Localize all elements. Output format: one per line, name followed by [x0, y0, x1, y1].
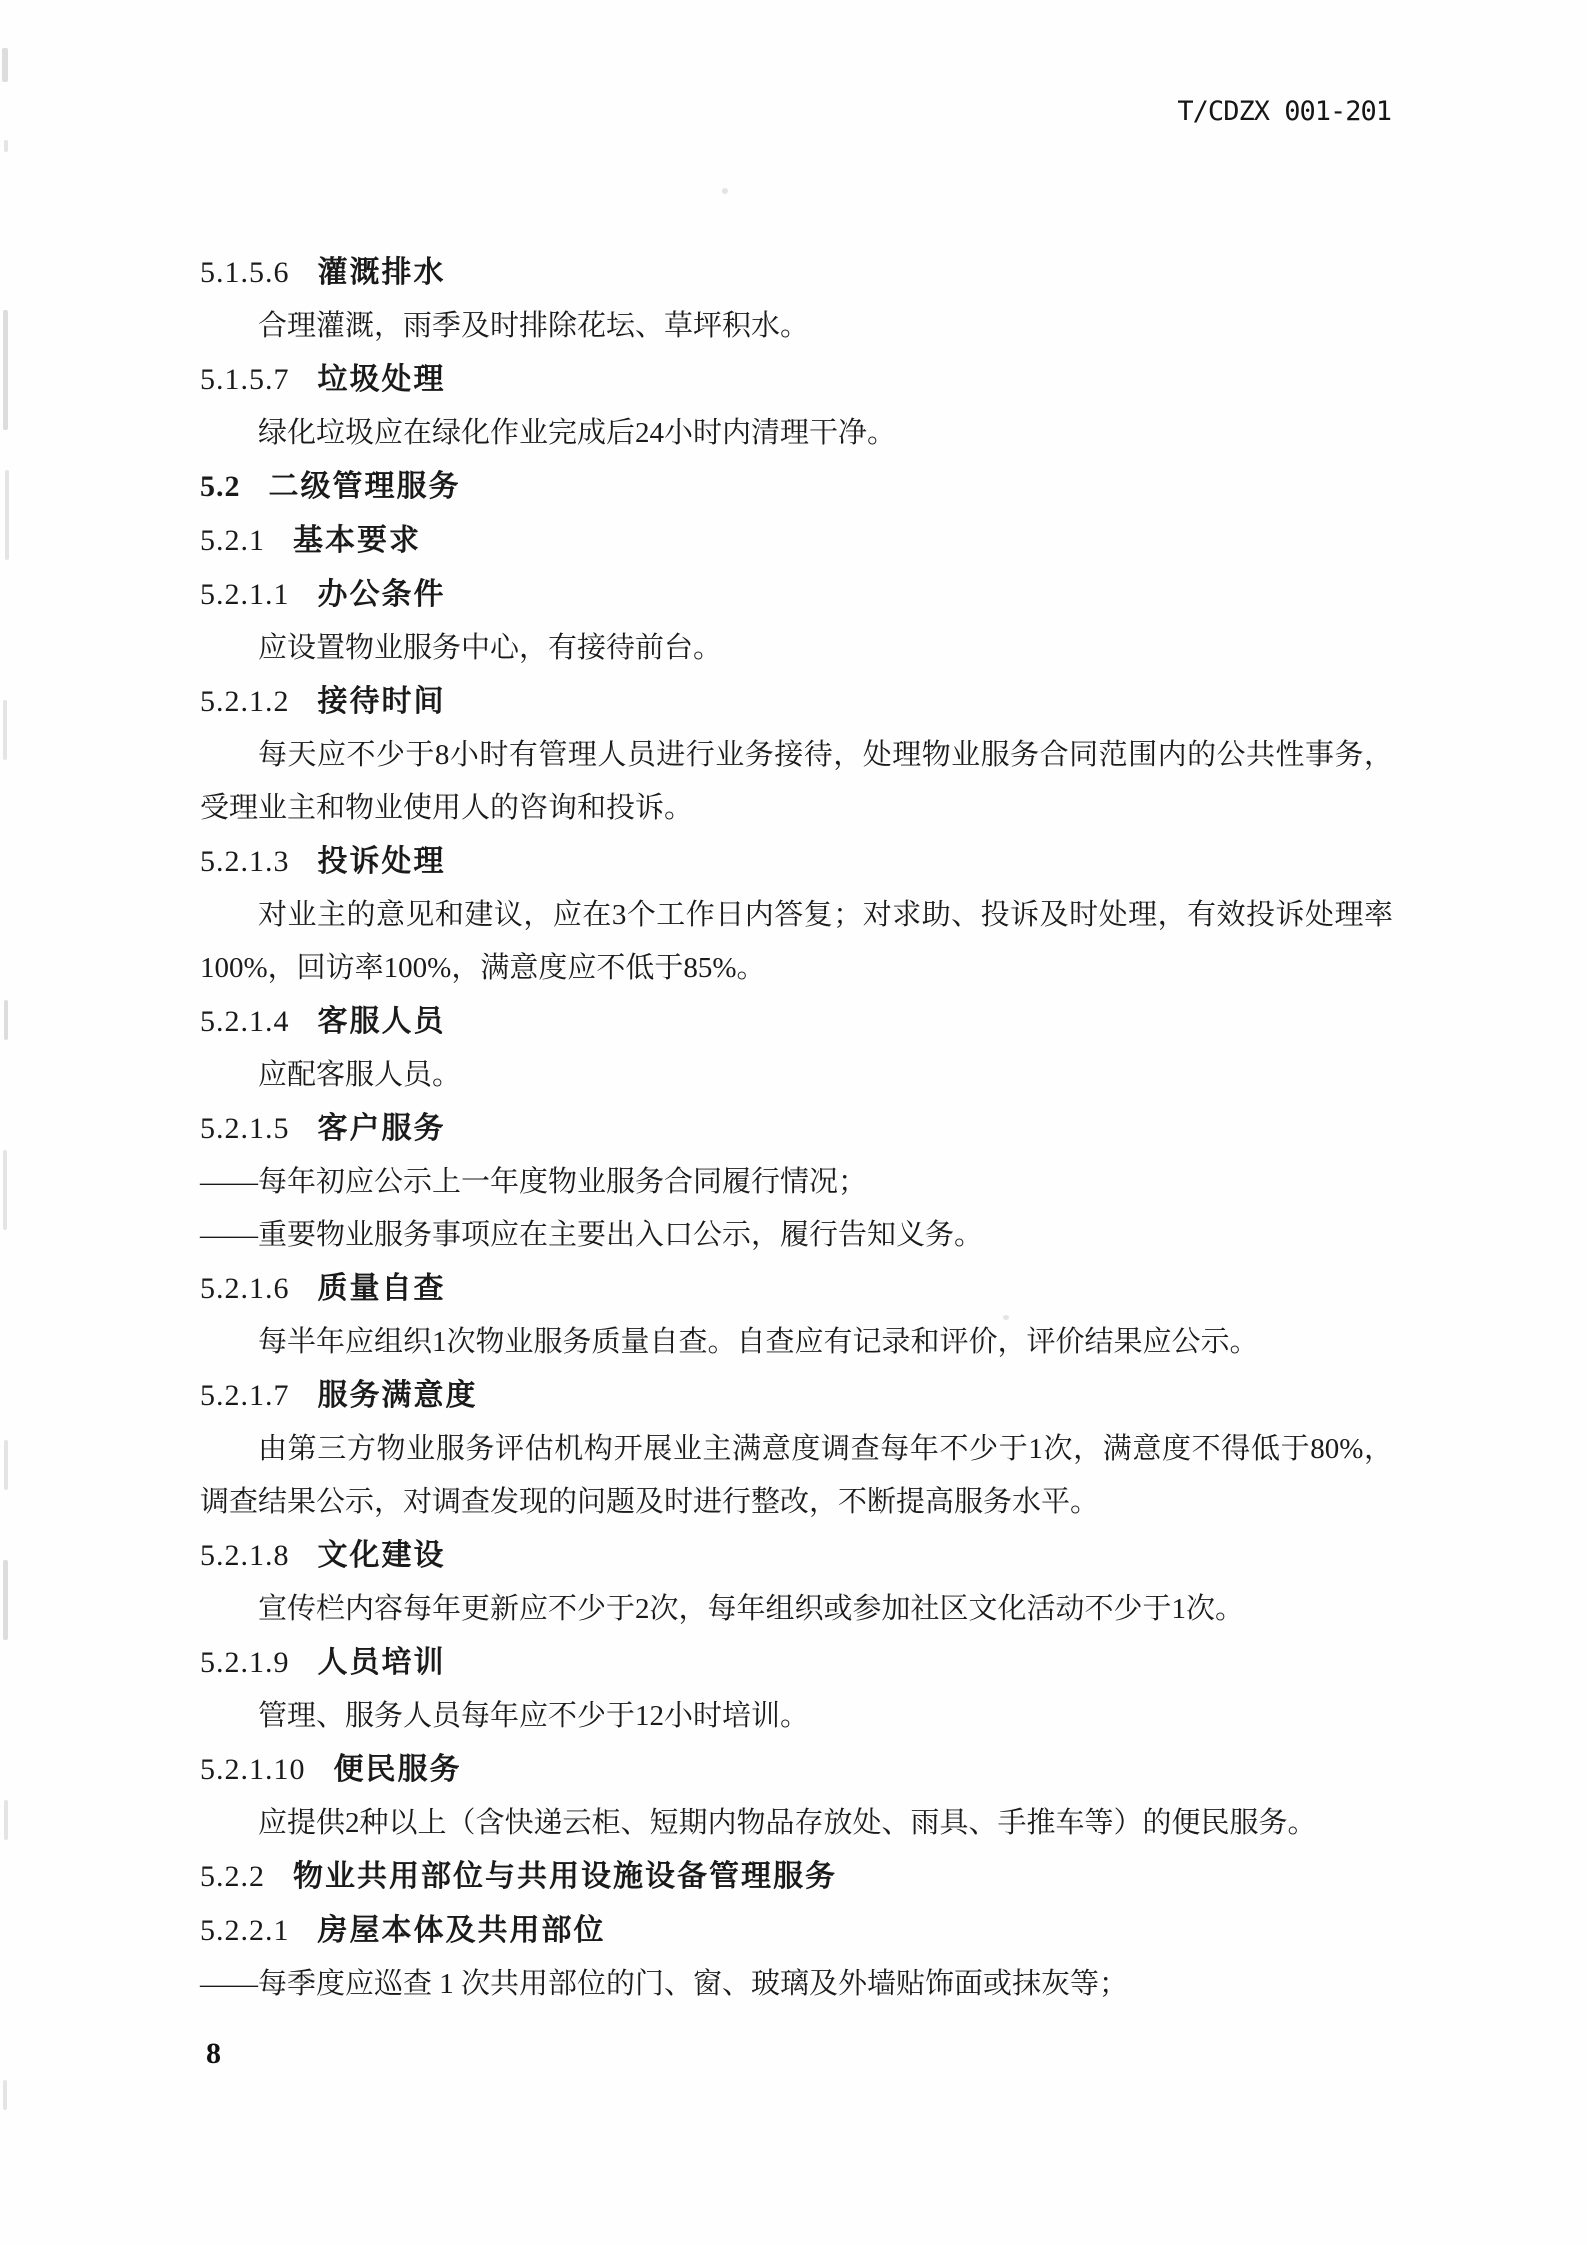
clause-number: 5.2.2 [200, 1860, 265, 1893]
clause-title: 二级管理服务 [268, 470, 461, 503]
clause-heading [200, 1904, 1393, 1958]
body-paragraph: 每天应不少于8小时有管理人员进行业务接待，处理物业服务合同范围内的公共性事务，受理业主和物业使用人的咨询和投诉。 [200, 739, 1393, 824]
page-number: 8 [206, 2037, 221, 2070]
clause-title: 垃圾处理 [317, 363, 446, 396]
scan-artifact [4, 1800, 8, 1840]
dash-list-item: ——每季度应巡查 1 次共用部位的门、窗、玻璃及外墙贴饰面或抹灰等； [200, 1968, 1129, 2000]
scan-artifact [3, 700, 7, 760]
clause-title: 办公条件 [317, 578, 446, 611]
clause-number: 5.2.1.7 [200, 1379, 290, 1412]
body-paragraph: 应设置物业服务中心，有接待前台。 [258, 632, 723, 664]
document-body [200, 246, 1393, 2011]
clause-title: 灌溉排水 [317, 256, 446, 289]
clause-heading [200, 1529, 1393, 1583]
dash-list-item: ——每年初应公示上一年度物业服务合同履行情况； [200, 1166, 868, 1198]
scan-artifact [4, 140, 8, 152]
clause-number: 5.2.1.3 [200, 845, 290, 878]
clause-title: 质量自查 [317, 1272, 446, 1305]
clause-heading [200, 995, 1393, 1049]
clause-heading [200, 1850, 1393, 1904]
clause-title: 文化建设 [317, 1539, 446, 1572]
clause-number: 5.1.5.6 [200, 256, 290, 289]
scan-artifact [4, 1440, 8, 1490]
clause-number: 5.2.1.6 [200, 1272, 290, 1305]
clause-title: 投诉处理 [317, 845, 446, 878]
clause-title: 物业共用部位与共用设施设备管理服务 [293, 1860, 837, 1893]
clause-heading [200, 460, 1393, 514]
body-paragraph: 对业主的意见和建议，应在3个工作日内答复；对求助、投诉及时处理，有效投诉处理率100%，回访率100%，满意度应不低于85%。 [200, 899, 1393, 984]
body-paragraph: 应配客服人员。 [258, 1059, 462, 1091]
scan-artifact [3, 2080, 7, 2110]
clause-heading [200, 1743, 1393, 1797]
body-paragraph: 宣传栏内容每年更新应不少于2次，每年组织或参加社区文化活动不少于1次。 [258, 1593, 1245, 1625]
clause-heading [200, 514, 1393, 568]
clause-title: 接待时间 [317, 685, 446, 718]
clause-number: 5.2.2.1 [200, 1914, 290, 1947]
body-paragraph: 管理、服务人员每年应不少于12小时培训。 [258, 1700, 810, 1732]
body-paragraph: 绿化垃圾应在绿化作业完成后24小时内清理干净。 [258, 417, 897, 449]
clause-number: 5.2.1.10 [200, 1753, 306, 1786]
clause-title: 基本要求 [293, 524, 421, 557]
clause-number: 5.1.5.7 [200, 363, 290, 396]
clause-heading [200, 1636, 1393, 1690]
clause-title: 客户服务 [317, 1112, 446, 1145]
scan-artifact [3, 310, 8, 430]
clause-heading [200, 675, 1393, 729]
scan-artifact [2, 48, 8, 82]
scan-artifact [4, 1000, 8, 1040]
scan-artifact [3, 1150, 7, 1230]
clause-number: 5.2.1.1 [200, 578, 290, 611]
clause-heading [200, 246, 1393, 300]
clause-number: 5.2.1.5 [200, 1112, 290, 1145]
dash-list-item: ——重要物业服务事项应在主要出入口公示，履行告知义务。 [200, 1219, 984, 1251]
scan-artifact [3, 1560, 8, 1640]
clause-title: 便民服务 [333, 1753, 462, 1786]
clause-number: 5.2.1.8 [200, 1539, 290, 1572]
clause-heading [200, 1369, 1393, 1423]
clause-number: 5.2.1.2 [200, 685, 290, 718]
body-paragraph: 由第三方物业服务评估机构开展业主满意度调查每年不少于1次，满意度不得低于80%，调查结果公示，对调查发现的问题及时进行整改，不断提高服务水平。 [200, 1433, 1393, 1518]
clause-heading [200, 1102, 1393, 1156]
clause-title: 人员培训 [317, 1646, 446, 1679]
clause-heading [200, 1262, 1393, 1316]
scan-artifact [722, 188, 728, 194]
clause-number: 5.2 [200, 470, 241, 503]
clause-heading [200, 568, 1393, 622]
body-paragraph: 合理灌溉，雨季及时排除花坛、草坪积水。 [258, 310, 810, 342]
document-code: T/CDZX 001-201 [1177, 96, 1391, 127]
clause-title: 客服人员 [317, 1005, 446, 1038]
body-paragraph: 应提供2种以上（含快递云柜、短期内物品存放处、雨具、手推车等）的便民服务。 [258, 1807, 1317, 1839]
body-paragraph: 每半年应组织1次物业服务质量自查。自查应有记录和评价，评价结果应公示。 [258, 1326, 1259, 1358]
clause-heading [200, 353, 1393, 407]
scan-artifact [5, 470, 9, 560]
clause-title: 服务满意度 [317, 1379, 478, 1412]
clause-heading [200, 835, 1393, 889]
clause-number: 5.2.1.9 [200, 1646, 290, 1679]
clause-number: 5.2.1 [200, 524, 265, 557]
clause-number: 5.2.1.4 [200, 1005, 290, 1038]
clause-title: 房屋本体及共用部位 [317, 1914, 606, 1947]
